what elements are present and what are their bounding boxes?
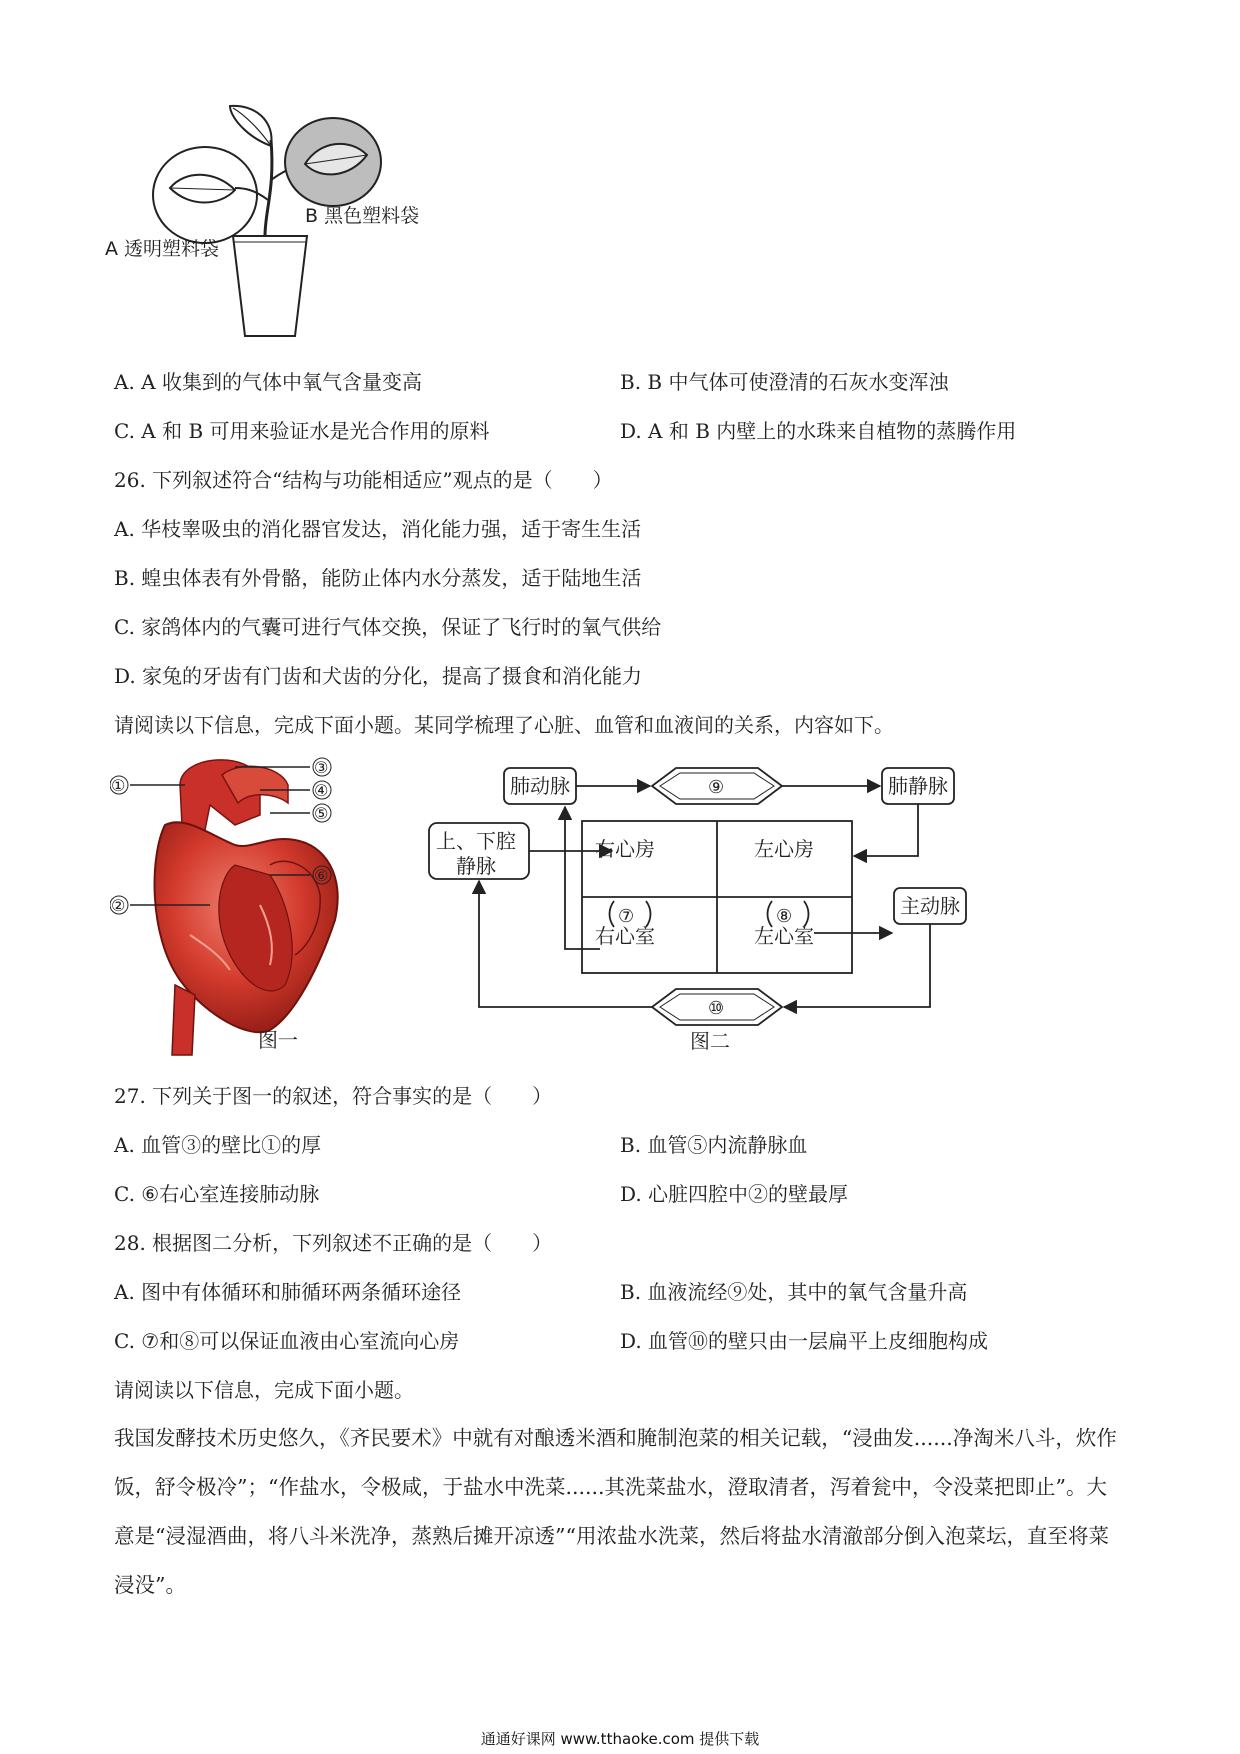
label-right-atrium: 右心房: [595, 837, 655, 861]
label-vena-cava-1: 上、下腔: [436, 829, 516, 853]
label-9: ⑨: [708, 777, 725, 798]
plant-stem: [265, 140, 272, 236]
intro-ferment: 请阅读以下信息，完成下面小题。: [114, 1378, 414, 1402]
q26-option-a: A. 华枝睾吸虫的消化器官发达，消化能力强，适于寄生生活: [114, 517, 642, 541]
label-right-ventricle: 右心室: [595, 924, 655, 948]
flower-pot: [233, 236, 307, 336]
q25-option-a: A. A 收集到的气体中氧气含量变高: [114, 370, 422, 394]
ferment-paragraph: 我国发酵技术历史悠久，《齐民要术》中就有对酿透米酒和腌制泡菜的相关记载，“浸曲发......净淘米八斗，炊作饭，舒令极冷”；“作盐水，令极咸，于盐水中洗菜......其洗菜盐水，澄取清者，泻着瓮中，令没菜把即止”。大意是“浸湿酒曲，将八斗米洗净，蒸熟后摊开凉透”“用浓盐水洗菜，然后将盐水清澈部分倒入泡菜坛，直至将菜浸没”。: [114, 1426, 1117, 1597]
heart-label-3: ③: [314, 758, 329, 777]
label-b: B 黑色塑料袋: [305, 205, 420, 227]
label-10: ⑩: [708, 998, 725, 1019]
label-pulmonary-artery: 肺动脉: [510, 774, 570, 798]
heart-label-6: ⑥: [314, 866, 329, 885]
label-vena-cava-2: 静脉: [456, 854, 496, 878]
label-8: ⑧: [776, 906, 793, 927]
label-7: ⑦: [618, 906, 635, 927]
q27-option-b: B. 血管⑤内流静脉血: [620, 1133, 808, 1157]
q26-stem: 26. 下列叙述符合“结构与功能相适应”观点的是（ ）: [114, 468, 613, 492]
q27-option-d: D. 心脏四腔中②的壁最厚: [620, 1182, 849, 1206]
label-left-ventricle: 左心室: [754, 924, 814, 948]
top-leaf: [230, 106, 272, 146]
transparent-bag-a: [153, 147, 257, 243]
q28-option-c: C. ⑦和⑧可以保证血液由心室流向心房: [114, 1329, 460, 1353]
q26-option-d: D. 家兔的牙齿有门齿和犬齿的分化，提高了摄食和消化能力: [114, 664, 643, 688]
heart-label-4: ④: [314, 781, 329, 800]
q26-option-b: B. 蝗虫体表有外骨骼，能防止体内水分蒸发，适于陆地生活: [114, 566, 642, 590]
q25-option-d: D. A 和 B 内壁上的水珠来自植物的蒸腾作用: [620, 419, 1017, 443]
label-pulmonary-vein: 肺静脉: [888, 774, 948, 798]
q25-option-c: C. A 和 B 可用来验证水是光合作用的原料: [114, 419, 490, 443]
q28-option-d: D. 血管⑩的壁只由一层扁平上皮细胞构成: [620, 1329, 989, 1353]
plant-figure: [105, 100, 485, 340]
fig2-caption: 图二: [690, 1029, 730, 1053]
label-left-atrium: 左心房: [754, 837, 814, 861]
q27-option-c: C. ⑥右心室连接肺动脉: [114, 1182, 320, 1206]
heart-figure: [110, 755, 400, 1060]
fig1-caption: 图一: [258, 1028, 298, 1052]
q28-stem: 28. 根据图二分析，下列叙述不正确的是（ ）: [114, 1231, 553, 1255]
q28-option-a: A. 图中有体循环和肺循环两条循环途径: [114, 1280, 462, 1304]
intro-heart: 请阅读以下信息，完成下面小题。某同学梳理了心脏、血管和血液间的关系，内容如下。: [114, 713, 894, 737]
q28-option-b: B. 血液流经⑨处，其中的氧气含量升高: [620, 1280, 968, 1304]
label-a: A 透明塑料袋: [105, 238, 220, 260]
heart-label-2: ②: [111, 896, 126, 915]
page-footer: 通通好课网 www.tthaoke.com 提供下载: [480, 1730, 760, 1748]
heart-label-1: ①: [111, 776, 126, 795]
q26-option-c: C. 家鸽体内的气囊可进行气体交换，保证了飞行时的氧气供给: [114, 615, 662, 639]
heart-label-5: ⑤: [314, 804, 329, 823]
q27-option-a: A. 血管③的壁比①的厚: [114, 1133, 322, 1157]
circulation-diagram: [420, 755, 980, 1065]
label-aorta: 主动脉: [900, 894, 960, 918]
q25-option-b: B. B 中气体可使澄清的石灰水变浑浊: [620, 370, 949, 394]
q27-stem: 27. 下列关于图一的叙述，符合事实的是（ ）: [114, 1084, 553, 1108]
